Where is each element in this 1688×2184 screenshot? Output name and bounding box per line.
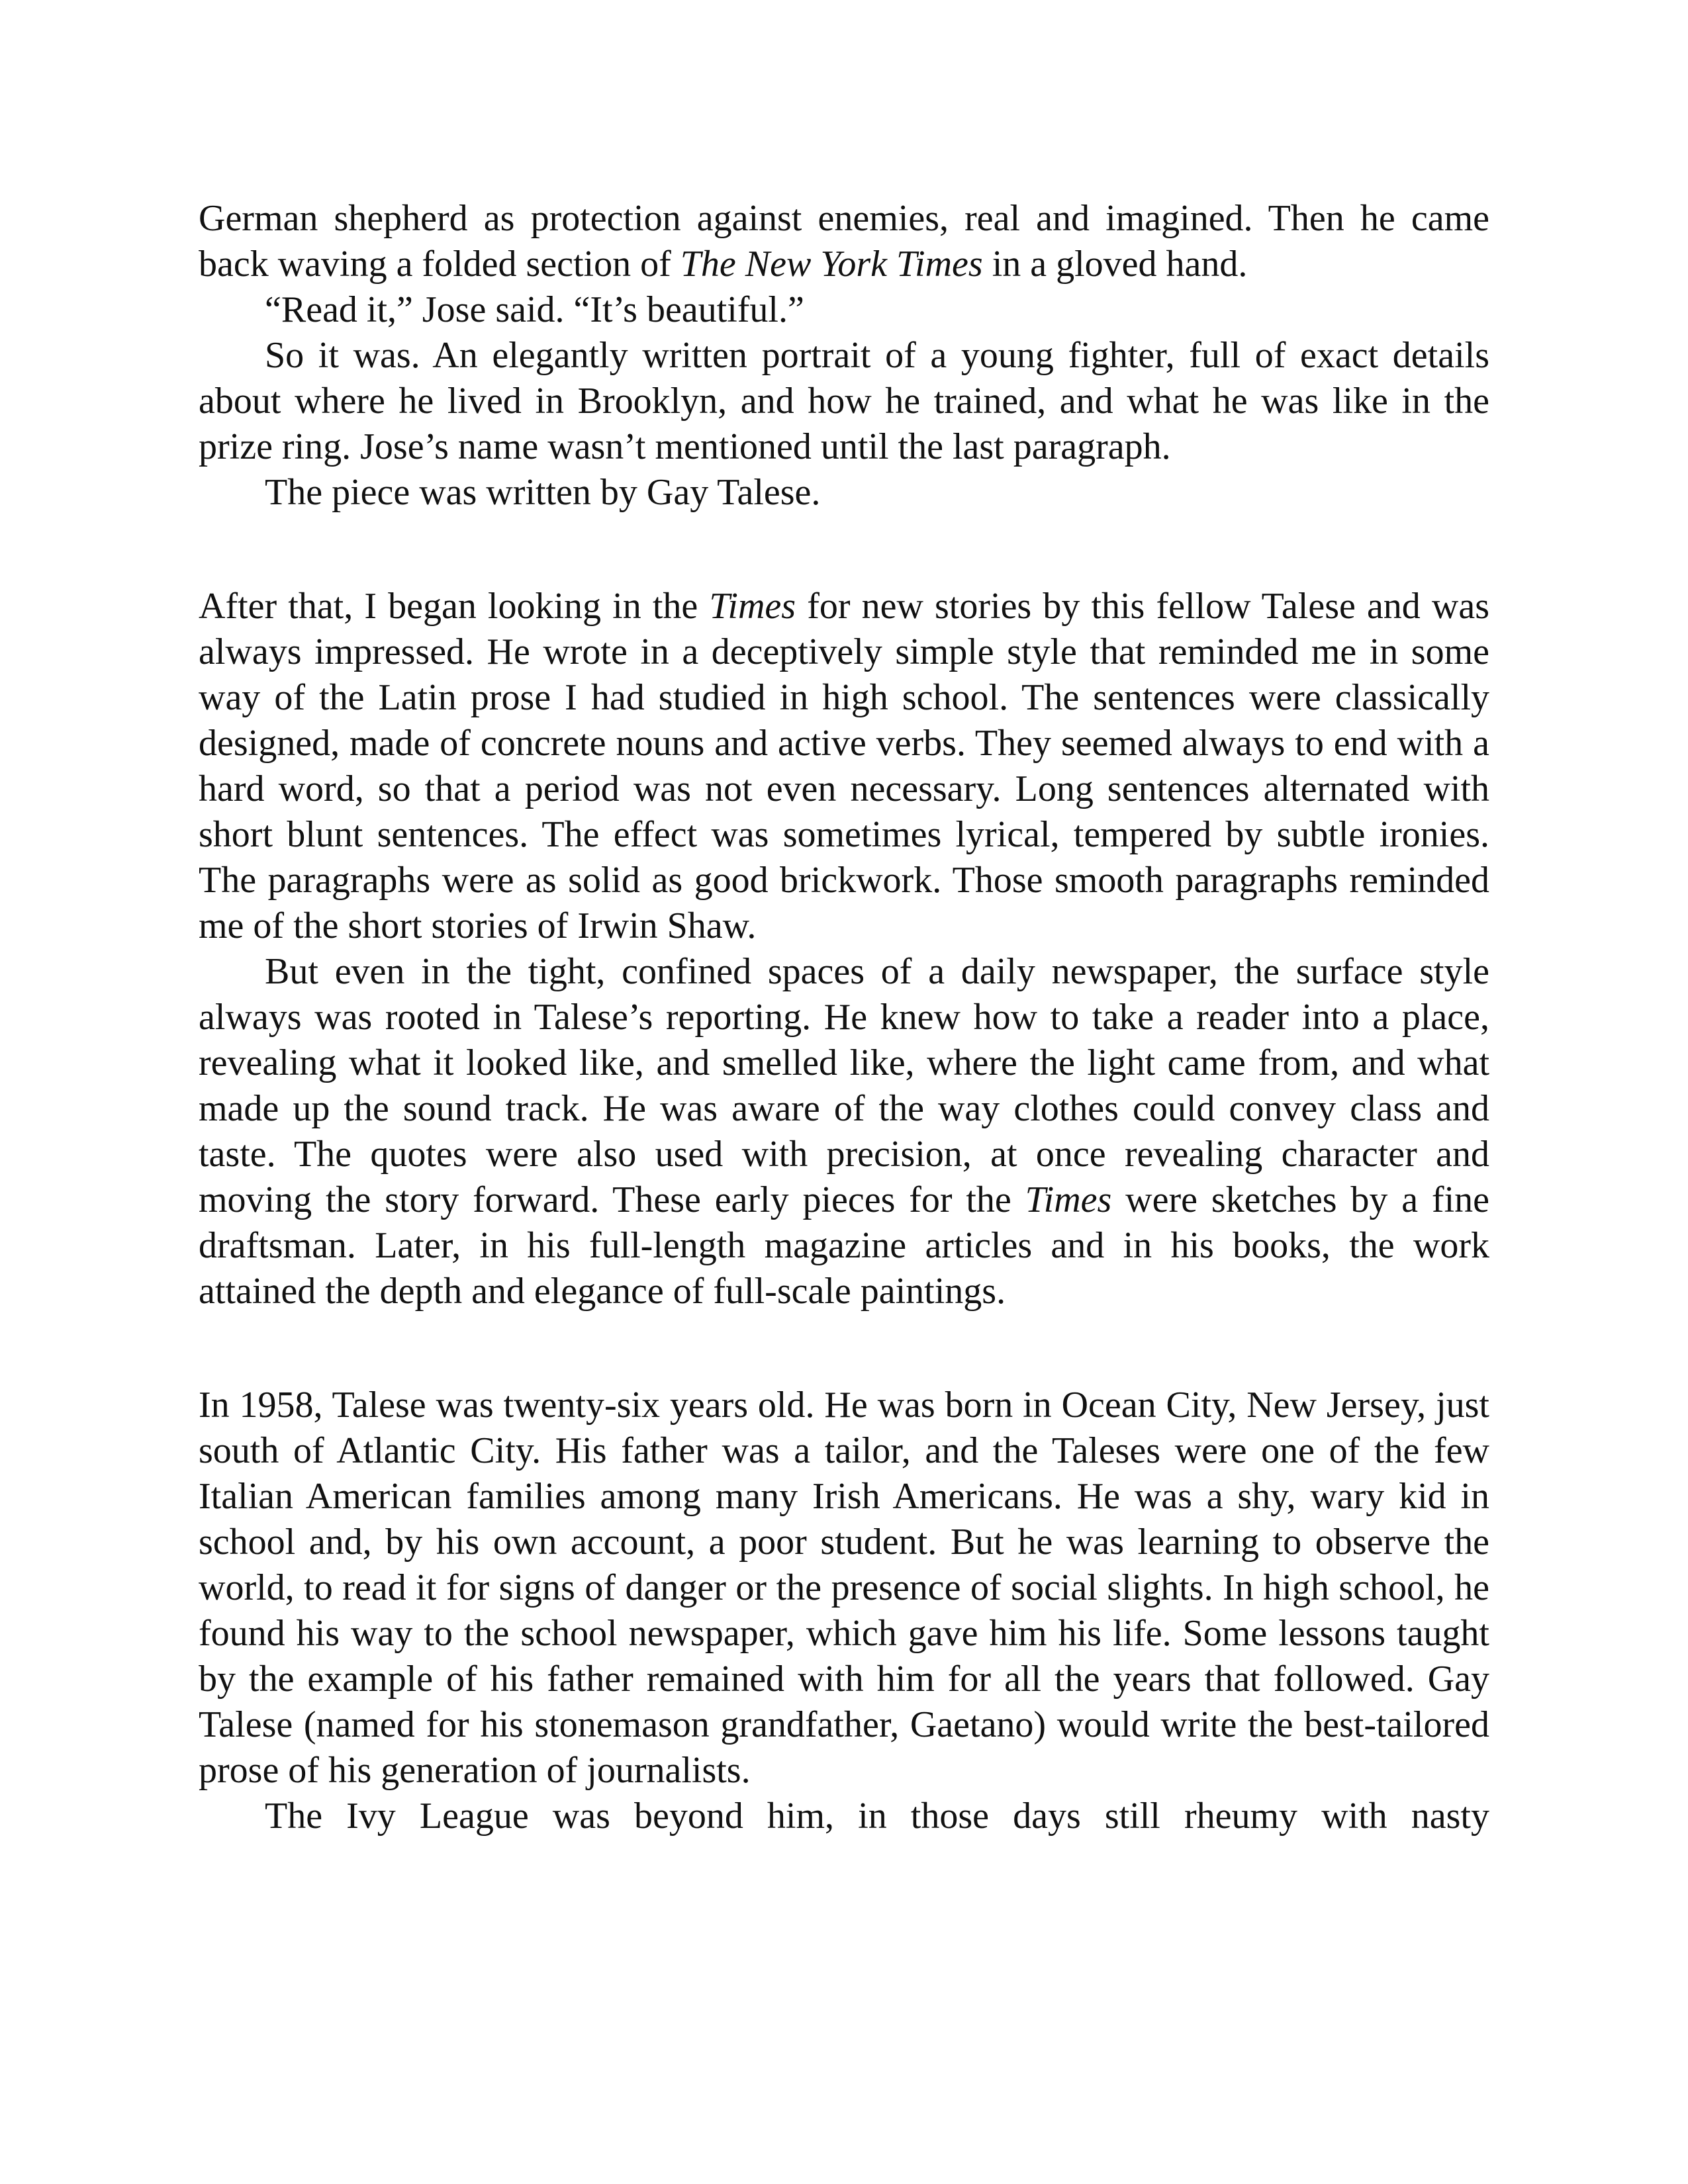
paragraph-text: for new stories by this fellow Talese and was always impressed. He wrote in a deceptively simple style that reminded me in some way of the Latin prose I had studied in high school. The sentences were classically designed, made of concrete nouns and active verbs. They seemed always to end with a hard word, so that a period was not even necessary. Long sentences alternated with short blunt sentences. The effect was sometimes lyrical, tempered by subtle ironies. The paragraphs were as solid as good brickwork. Those smooth paragraphs reminded me of the short stories of Irwin Shaw.: [199, 586, 1490, 946]
paragraph-text: German shepherd as protection against enemies, real and imagined. Then he came back waving a folded section of: [199, 198, 1489, 285]
body-paragraph: [199, 196, 1489, 287]
italic-title: Times: [1025, 1179, 1112, 1220]
paragraph-text: The Ivy League was beyond him, in those days still rheumy with nasty: [265, 1796, 1489, 1837]
paragraph-text: But even in the tight, confined spaces of a daily newspaper, the surface style always was rooted in Talese’s reporting. He knew how to take a reader into a place, revealing what it looked like, and smelled like, where the light came from, and what made up the sound track. He was aware of the way clothes could convey class and taste. The quotes were also used with precision, at once revealing character and moving the story forward. These early pieces for the: [199, 951, 1489, 1220]
paragraph-text: After that, I began looking in the: [199, 586, 710, 627]
paragraph-text: The piece was written by Gay Talese.: [265, 472, 821, 513]
italic-title: Times: [709, 586, 796, 627]
body-paragraph: [199, 333, 1489, 470]
body-paragraph: [199, 584, 1489, 949]
paragraph-text: were sketches by a fine draftsman. Later, in his full-length magazine articles and in his books, the work attained the depth and elegance of full-scale paintings.: [199, 1179, 1489, 1312]
paragraph-text: “Read it,” Jose said. “It’s beautiful.”: [265, 289, 804, 330]
section-break: [199, 1314, 1489, 1383]
document-page: [199, 196, 1489, 1839]
body-paragraph: [199, 949, 1489, 1314]
paragraph-text: In 1958, Talese was twenty-six years old. He was born in Ocean City, New Jersey, just south of Atlantic City. His father was a tailor, and the Taleses were one of the few Italian American families among many Irish Americans. He was a shy, wary kid in school and, by his own account, a poor student. But he was learning to observe the world, to read it for signs of danger or the presence of social slights. In high school, he found his way to the school newspaper, which gave him his life. Some lessons taught by the example of his father remained with him for all the years that followed. Gay Talese (named for his stonemason grandfather, Gaetano) would write the best-tailored prose of his generation of journalists.: [199, 1385, 1489, 1791]
paragraph-text: So it was. An elegantly written portrait of a young fighter, full of exact details about where he lived in Brooklyn, and how he trained, and what he was like in the prize ring. Jose’s name wasn’t mentioned until the last paragraph.: [199, 335, 1489, 467]
section-break: [199, 516, 1489, 584]
body-paragraph: [199, 470, 1489, 516]
paragraph-text: in a gloved hand.: [982, 244, 1248, 285]
body-paragraph: [199, 1794, 1489, 1839]
body-paragraph: [199, 1383, 1489, 1794]
italic-title: The New York Times: [680, 244, 983, 285]
body-paragraph: [199, 287, 1489, 333]
